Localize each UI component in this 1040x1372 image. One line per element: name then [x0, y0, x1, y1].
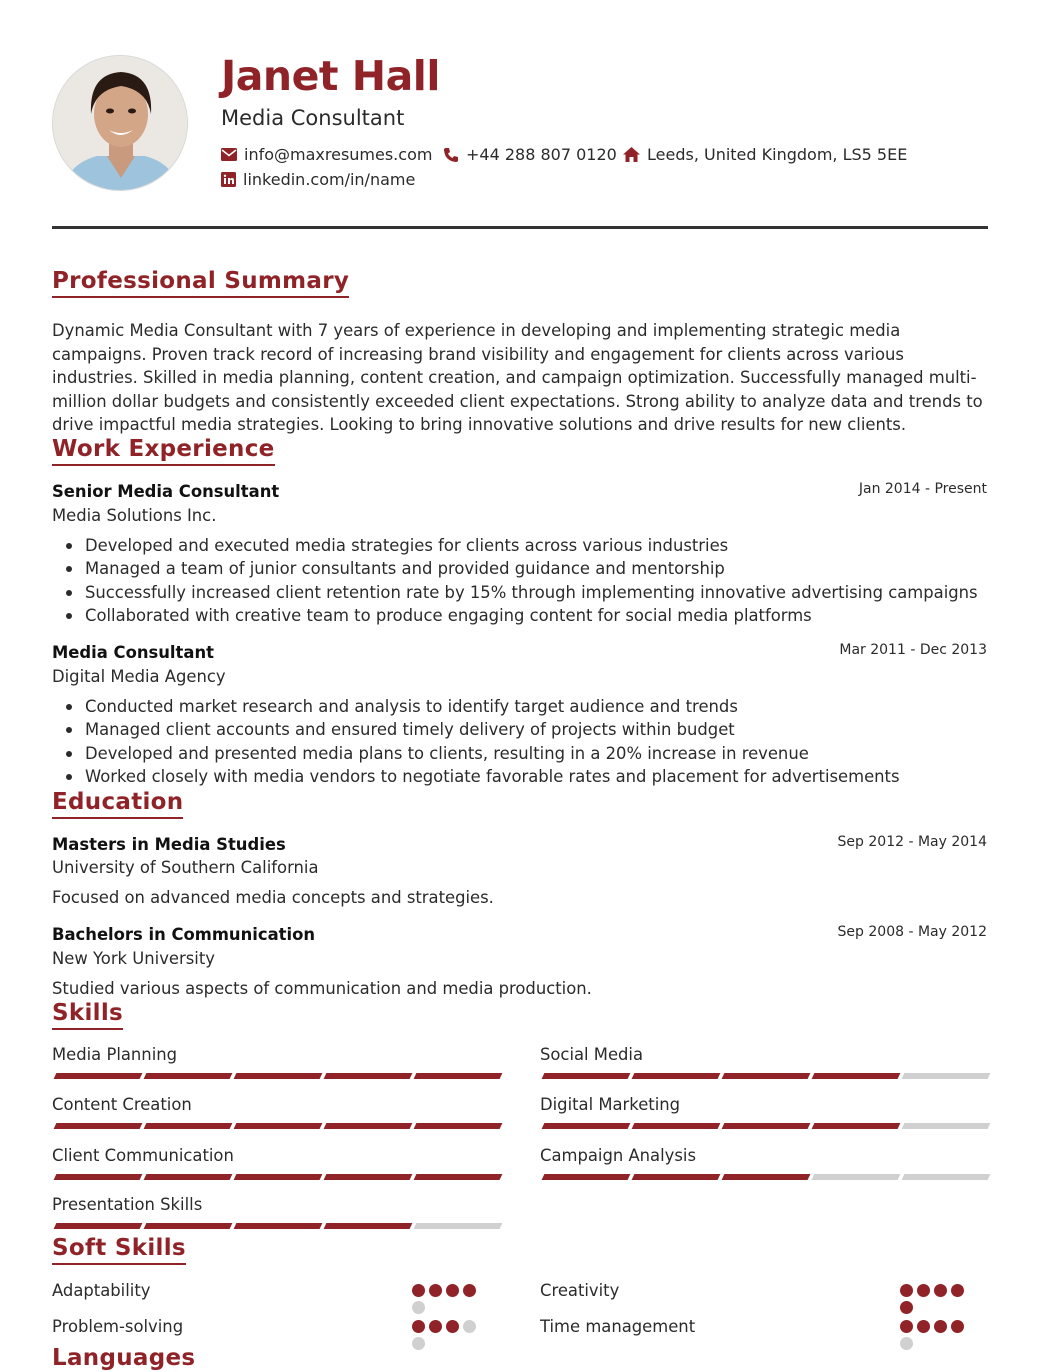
soft-skill-rating-dot [429, 1320, 442, 1333]
soft-skill-label: Creativity [540, 1281, 620, 1300]
skill-label: Media Planning [52, 1045, 178, 1064]
list-item: Conducted market research and analysis to identify target audience and trends [52, 695, 988, 718]
skill-level-segment [902, 1174, 991, 1180]
job-bullets [52, 695, 988, 788]
education-date: Sep 2008 - May 2012 [837, 924, 987, 940]
skill-level-segment [54, 1123, 143, 1129]
skill-level-bar [52, 1174, 498, 1180]
skill-level-segment [324, 1123, 413, 1129]
skill-label: Campaign Analysis [540, 1146, 696, 1165]
skill-level-segment [812, 1073, 901, 1079]
skill-level-segment [234, 1123, 323, 1129]
skill-level-bar [540, 1123, 986, 1129]
job-date: Jan 2014 - Present [858, 481, 987, 497]
soft-skill-rating-dot [900, 1320, 913, 1333]
skill-level-segment [902, 1123, 991, 1129]
section-heading-experience: Work Experience [52, 436, 275, 466]
education-description: Focused on advanced media concepts and strategies. [52, 888, 494, 907]
section-heading-soft-skills: Soft Skills [52, 1235, 186, 1265]
list-item: Successfully increased client retention rate by 15% through implementing innovative advertising campaigns [52, 581, 988, 604]
skill-level-segment [542, 1123, 631, 1129]
skill-level-bar [52, 1123, 498, 1129]
soft-skill-rating-dot [429, 1284, 442, 1297]
linkedin-contact[interactable] [221, 170, 415, 189]
skill-level-segment [414, 1123, 503, 1129]
soft-skill-rating-dot [412, 1301, 425, 1314]
home-icon [623, 147, 640, 162]
candidate-name: Janet Hall [221, 52, 440, 100]
degree-title: Masters in Media Studies [52, 835, 286, 854]
skill-level-segment [144, 1174, 233, 1180]
education-description: Studied various aspects of communication and media production. [52, 979, 592, 998]
job-organization: Media Solutions Inc. [52, 506, 217, 525]
list-item: Developed and presented media plans to clients, resulting in a 20% increase in revenue [52, 742, 988, 765]
soft-skill-rating-dot [900, 1301, 913, 1314]
skill-level-segment [722, 1073, 811, 1079]
skill-level-segment [414, 1073, 503, 1079]
job-title: Media Consultant [52, 643, 214, 662]
skill-level-segment [234, 1174, 323, 1180]
job-bullets [52, 534, 988, 627]
job-title: Senior Media Consultant [52, 482, 280, 501]
soft-skill-rating-dot [446, 1284, 459, 1297]
skill-level-segment [542, 1174, 631, 1180]
linkedin-text: linkedin.com/in/name [243, 170, 416, 189]
skill-level-bar [540, 1174, 986, 1180]
skill-level-segment [542, 1073, 631, 1079]
skill-label: Presentation Skills [52, 1195, 203, 1214]
profile-photo [52, 55, 188, 191]
section-heading-summary: Professional Summary [52, 268, 349, 298]
school-name: New York University [52, 949, 215, 968]
skill-level-segment [54, 1174, 143, 1180]
skill-level-bar [52, 1223, 498, 1229]
location-contact [623, 145, 907, 164]
skill-level-segment [144, 1073, 233, 1079]
soft-skill-rating-dot [900, 1337, 913, 1350]
list-item: Managed client accounts and ensured timely delivery of projects within budget [52, 718, 988, 741]
soft-skill-rating-dot [463, 1284, 476, 1297]
job-organization: Digital Media Agency [52, 667, 226, 686]
soft-skill-label: Time management [540, 1317, 696, 1336]
skill-label: Social Media [540, 1045, 644, 1064]
soft-skill-label: Adaptability [52, 1281, 151, 1300]
degree-title: Bachelors in Communication [52, 925, 316, 944]
skill-level-segment [414, 1174, 503, 1180]
list-item: Managed a team of junior consultants and provided guidance and mentorship [52, 557, 988, 580]
skill-level-segment [144, 1123, 233, 1129]
soft-skill-rating-dot [951, 1284, 964, 1297]
email-contact[interactable] [221, 145, 432, 164]
skill-level-segment [414, 1223, 503, 1229]
phone-text: +44 288 807 0120 [466, 145, 617, 164]
soft-skill-rating-dot [412, 1320, 425, 1333]
soft-skill-rating-dot [917, 1320, 930, 1333]
soft-skill-rating-dot [463, 1320, 476, 1333]
phone-contact[interactable] [443, 145, 617, 164]
education-date: Sep 2012 - May 2014 [837, 834, 987, 850]
location-text: Leeds, United Kingdom, LS5 5EE [647, 145, 908, 164]
soft-skill-rating-dot [900, 1284, 913, 1297]
skill-level-segment [632, 1123, 721, 1129]
skill-level-segment [54, 1073, 143, 1079]
skill-level-segment [722, 1123, 811, 1129]
candidate-title: Media Consultant [221, 106, 405, 130]
section-heading-education: Education [52, 789, 183, 819]
skill-label: Client Communication [52, 1146, 234, 1165]
soft-skill-rating-dot [951, 1320, 964, 1333]
skill-level-segment [324, 1174, 413, 1180]
skill-level-segment [632, 1073, 721, 1079]
soft-skill-rating-dot [446, 1320, 459, 1333]
phone-icon [443, 147, 459, 163]
skill-level-segment [632, 1174, 721, 1180]
job-date: Mar 2011 - Dec 2013 [839, 642, 987, 658]
soft-skill-rating-dot [412, 1284, 425, 1297]
envelope-icon [221, 148, 237, 161]
header-divider [52, 226, 988, 229]
soft-skill-label: Problem-solving [52, 1317, 184, 1336]
section-heading-languages: Languages [52, 1345, 195, 1372]
skill-level-segment [812, 1174, 901, 1180]
skill-level-segment [234, 1223, 323, 1229]
skill-level-bar [540, 1073, 986, 1079]
skill-level-segment [324, 1223, 413, 1229]
skill-level-segment [144, 1223, 233, 1229]
school-name: University of Southern California [52, 858, 319, 877]
summary-text: Dynamic Media Consultant with 7 years of experience in developing and implementing strategic media campaigns. Proven track record of increasing brand visibility and engagement for clients across various industries. Skilled in media planning, content creation, and campaign optimization. Successfully managed multi-million dollar budgets and consistently exceeded client expectations. Strong ability to analyze data and trends to drive impactful media strategies. Looking to bring innovative solutions and drive results for new clients. [52, 321, 983, 434]
skill-level-segment [722, 1174, 811, 1180]
soft-skill-rating-dot [934, 1284, 947, 1297]
skill-label: Content Creation [52, 1095, 192, 1114]
soft-skill-rating-dot [917, 1284, 930, 1297]
list-item: Developed and executed media strategies for clients across various industries [52, 534, 988, 557]
skill-level-segment [324, 1073, 413, 1079]
linkedin-icon [221, 172, 236, 187]
skill-level-segment [234, 1073, 323, 1079]
skill-level-segment [902, 1073, 991, 1079]
soft-skill-rating-dot [412, 1337, 425, 1350]
skill-label: Digital Marketing [540, 1095, 681, 1114]
soft-skill-rating-dot [934, 1320, 947, 1333]
skill-level-segment [812, 1123, 901, 1129]
skill-level-bar [52, 1073, 498, 1079]
list-item: Collaborated with creative team to produce engaging content for social media platforms [52, 604, 988, 627]
section-heading-skills: Skills [52, 1000, 123, 1030]
skill-level-segment [54, 1223, 143, 1229]
email-text: info@maxresumes.com [244, 145, 433, 164]
list-item: Worked closely with media vendors to negotiate favorable rates and placement for advertisements [52, 765, 988, 788]
